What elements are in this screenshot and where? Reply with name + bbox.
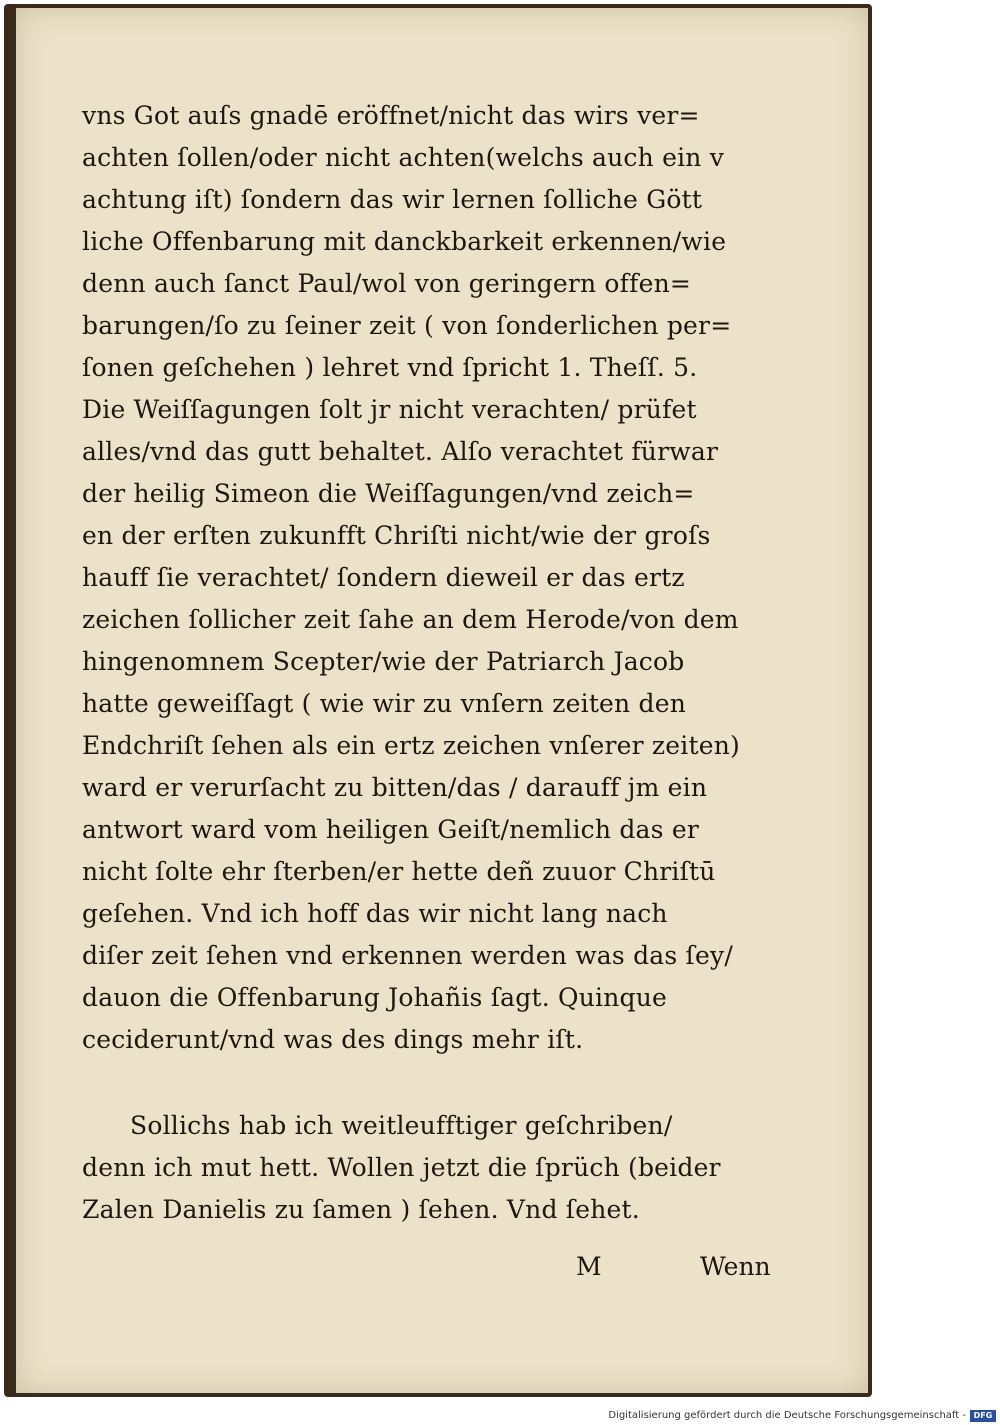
text-line: Endchriſt ſehen als ein ertz zeichen vnſerer zeiten)	[82, 731, 740, 760]
text-line: liche Offenbarung mit danckbarkeit erkennen/wie	[82, 227, 727, 256]
text-line: Die Weiſſagungen ſolt jr nicht verachten/ prüfet	[82, 395, 697, 424]
text-line: denn auch ſanct Paul/wol von geringern offen=	[82, 269, 692, 298]
signature-mark: M	[576, 1252, 602, 1281]
dfg-logo-icon: DFG	[970, 1410, 996, 1422]
text-line: en der erſten zukunfft Chriſti nicht/wie der groſs	[82, 521, 711, 550]
text-line: denn ich mut hett. Wollen jetzt die ſprüch (beider	[82, 1153, 721, 1182]
text-line: zeichen ſollicher zeit ſahe an dem Herode/von dem	[82, 605, 739, 634]
text-line: Zalen Danielis zu ſamen ) ſehen. Vnd ſehet.	[82, 1195, 640, 1224]
text-line: hauff ſie verachtet/ ſondern dieweil er das ertz	[82, 563, 685, 592]
text-line: achten ſollen/oder nicht achten(welchs auch ein v	[82, 143, 725, 172]
text-line: vns Got auſs gnadē eröffnet/nicht das wirs ver=	[82, 101, 700, 130]
text-line: dauon die Offenbarung Johañis ſagt. Quinque	[82, 983, 668, 1012]
text-line: antwort ward vom heiligen Geiſt/nemlich das er	[82, 815, 699, 844]
text-line: ward er verurſacht zu bitten/das / darauff jm ein	[82, 773, 708, 802]
text-line: nicht ſolte ehr ſterben/er hette deñ zuuor Chriſtū	[82, 857, 716, 886]
text-line: alles/vnd das gutt behaltet. Alſo verachtet fürwar	[82, 437, 719, 466]
text-line: diſer zeit ſehen vnd erkennen werden was das ſey/	[82, 941, 733, 970]
text-line: ſonen geſchehen ) lehret vnd ſpricht 1. Theſſ. 5.	[82, 353, 698, 382]
text-line: der heilig Simeon die Weiſſagungen/vnd zeich=	[82, 479, 695, 508]
text-line: achtung iſt) ſondern das wir lernen ſolliche Gött	[82, 185, 703, 214]
text-line: hatte geweiſſagt ( wie wir zu vnſern zeiten den	[82, 689, 687, 718]
text-line: geſehen. Vnd ich hoff das wir nicht lang nach	[82, 899, 668, 928]
catchword: Wenn	[700, 1252, 771, 1281]
text-line: Sollichs hab ich weitleufftiger geſchriben/	[130, 1111, 673, 1140]
text-line: barungen/ſo zu ſeiner zeit ( von ſonderlichen per=	[82, 311, 732, 340]
text-line: hingenomnem Scepter/wie der Patriarch Jacob	[82, 647, 685, 676]
digitization-credit: Digitalisierung gefördert durch die Deutsche Forschungsgemeinschaft -	[608, 1410, 966, 1421]
text-line: ceciderunt/vnd was des dings mehr iſt.	[82, 1025, 584, 1054]
